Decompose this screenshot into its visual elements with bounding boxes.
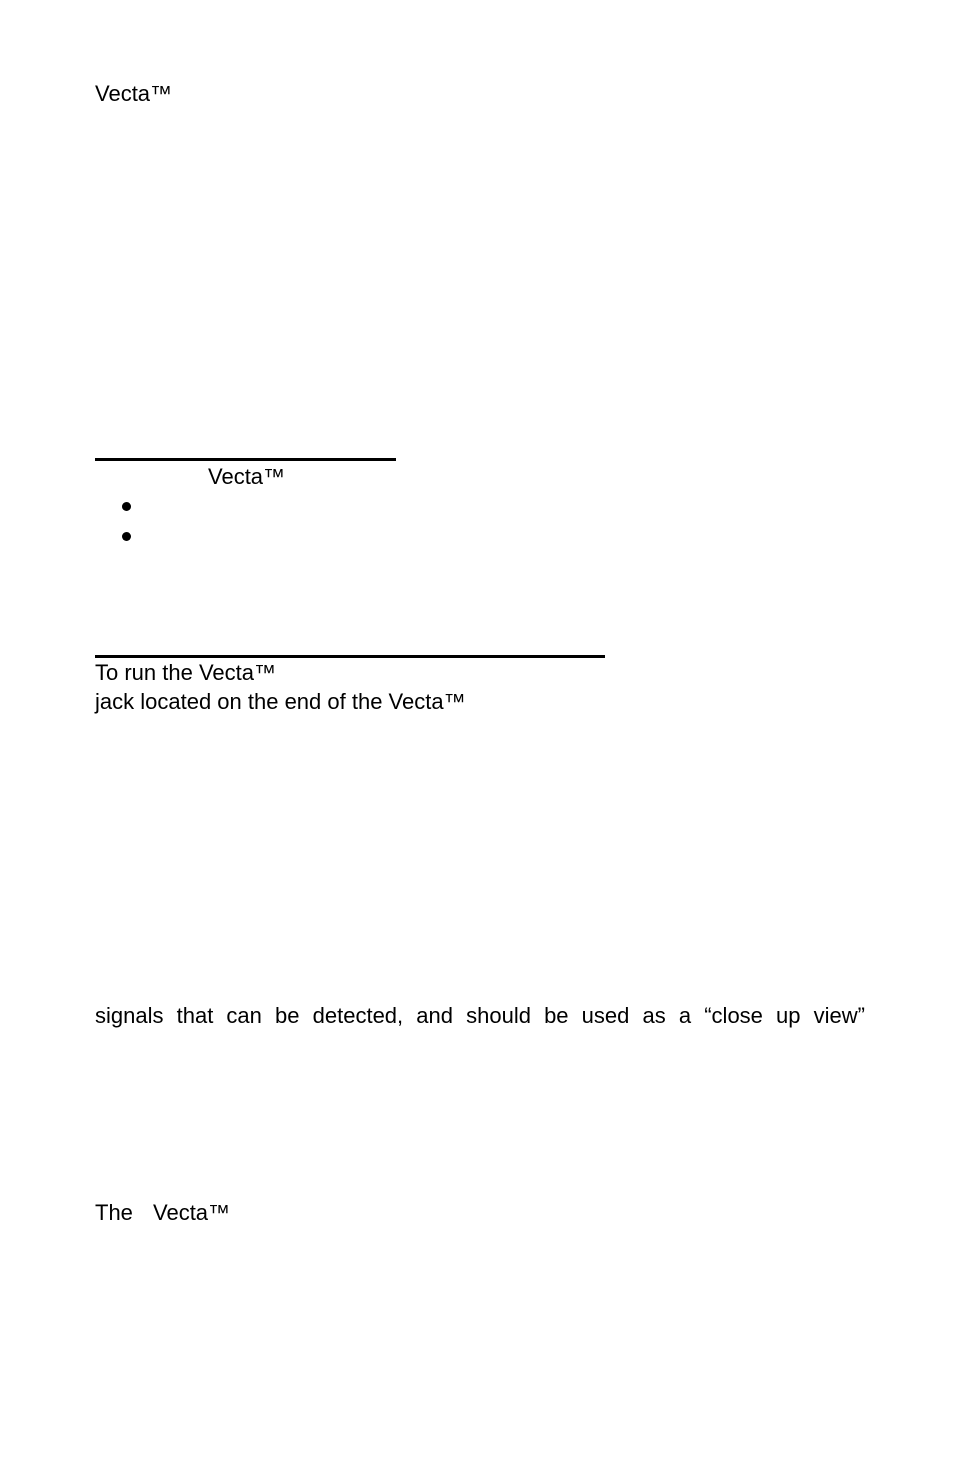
section-brand-text: Vecta™ [208, 464, 286, 489]
footer-brand-text: Vecta™ [153, 1200, 231, 1225]
list-item-bullet [122, 502, 131, 511]
body-paragraph-line: signals that can be detected, and should be used as a “close up view” [95, 1003, 865, 1028]
list-item-bullet [122, 532, 131, 541]
section-divider [95, 458, 396, 461]
section-divider [95, 655, 605, 658]
footer-word: The [95, 1200, 133, 1225]
instruction-line: jack located on the end of the Vecta™ [95, 689, 466, 714]
header-brand-text: Vecta™ [95, 81, 173, 106]
instruction-line: To run the Vecta™ [95, 660, 276, 685]
